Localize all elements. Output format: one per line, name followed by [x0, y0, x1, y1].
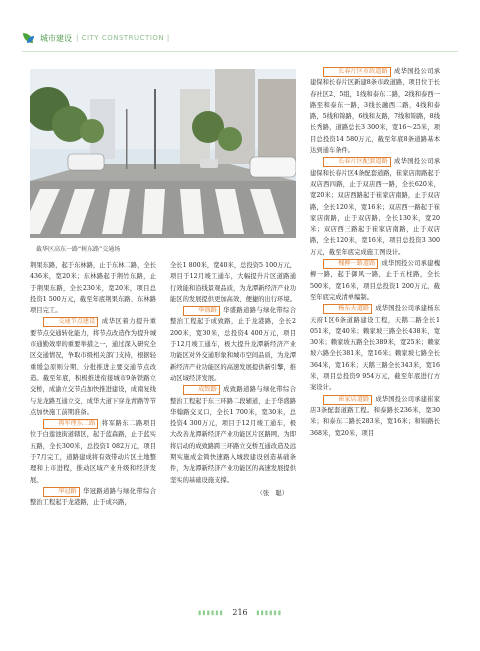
- street-photo: [30, 69, 296, 238]
- column-1: [30, 260, 156, 509]
- col3-tag-3: 槐柳一路道路: [323, 259, 379, 269]
- author-credit: （张 聪）: [256, 489, 288, 497]
- col3-tag-5: 崔家店道路: [323, 395, 373, 405]
- col2-block-2: [170, 384, 296, 486]
- col3-tag-1: 长春片区市政道路: [323, 67, 391, 77]
- footer-bars-right: ▮▮▮▮▮▮: [256, 609, 282, 617]
- col3-text-4: 成华国投公司承建杨东天府1区6条道路建设工程，天鹅二路全长1 051米，宽40米；赖家坡三路全长438米，宽30米；赖家坡五路全长389米，宽25米；赖家坡六路全长381米，宽16米；赖家坡七路全长364米，宽16米；天鹅三路全长343米，宽16米，项目总投资9 954万元，截至年底进行方案设计。: [310, 305, 440, 392]
- col1-block-3: [30, 486, 156, 509]
- col1-tag-1: 交通节点建设: [43, 317, 99, 327]
- col3-block-4: [310, 303, 440, 393]
- col3-text-1: 成华国投公司承建保和长春片区新建8条市政道路，项目位于长春社区2、5组，1线和泰东二路，2线和泰西一路至和泰东一路，3线长融西二路，4线和泰路，5线和锦路，6线和友路，7线和锦路，8线长秀路，道路总长3 300米，宽16～25米，项目总投资14 580万元，截至年底8条道路基本达到通车条件。: [310, 68, 440, 155]
- col3-tag-2: 长春片区配套道路: [323, 157, 391, 167]
- col2-text-1: 华盛路道路与绿化带综合整治工程起于成致路，止于龙港路，全长2 200米，宽30米，总投资4 400万元，项目于12月竣工通车，极大提升龙潭新经济产业功能区对外交通形象和城市空间品质，为龙潭新经济产业功能区的高速发展提供新引擎，推动区域经济发展。: [170, 307, 296, 382]
- running-header: [22, 30, 170, 46]
- col1-text-3: 华冠路道路与绿化带综合整治工程起于龙港路，止于成兴路，: [30, 487, 156, 507]
- col2-block-1: [170, 305, 296, 384]
- col3-tag-4: 杨东天道路: [323, 304, 373, 314]
- page-number: 216: [232, 608, 248, 617]
- col3-block-5: [310, 394, 440, 439]
- col1-text-1: 成华区着力提升重要节点交通转化能力，将节点改造作为提升城市通勤效率的重要举措之一，通过深入研究全区交通情况，争取市级相关部门支持，根据轻重缓急原则分期、分批推进主要交通节点改造。截至年底，积极推进衔接城市9条铁路立交桥，成渝立交节点加快推进建设，成南复线与龙龙路互通立交、成华大道下穿龙青路等节点加快施工前期准备。: [30, 318, 156, 416]
- col3-text-2: 成华国投公司承建保和长春片区4条配套道路，崔家店南路起于双店西四路，止于双店西一路，全长620米，宽20米；双店西路起于崔家店南路，止于双店路，全长120米，宽16米；双店西一路起于崔家店南路，止于双店路，全长130米，宽20米；双店西三路起于崔家店南路，止于双店路，全长120米，宽16米，项目总投资3 300万元，截至年底完成施工图设计。: [310, 158, 440, 256]
- col2-tag-2: 成致路: [183, 385, 220, 395]
- col1-tag-3: 华冠路: [43, 487, 80, 497]
- photo-caption: 截华区高东一路“树东路”交通场: [36, 246, 121, 253]
- col3-block-1: [310, 66, 440, 156]
- section-title-en: | CITY CONSTRUCTION |: [76, 34, 170, 42]
- column-3: [310, 66, 440, 439]
- col2-intro: 全长1 800米，宽40米，总投资5 100万元，项目于12月竣工通车，大幅提升片区道路通行效能和沿线景观品质，为龙潭新经济产业功能区的发展提供更加高效、便捷的出行环境。: [170, 262, 296, 303]
- col1-intro: 荆果东路，起于东林路，止于东林二路，全长436米，宽20米；东林路起于荆竹东路，止于荆果东路，全长230米，宽20米，项目总投资1 500万元，截至年底荆果东路、东林路项目完工。: [30, 262, 156, 315]
- header-divider: [22, 51, 458, 52]
- col1-text-2: 将军路东二路项目位于白莲池街道辖区，起于蓝森路，止于蓝实五路，全长300米，总投资1 082万元，项目于7月完工，道路建成将有效带动片区土地整理和上市进程，推动区域产业升级和经济发展。: [30, 420, 156, 484]
- column-2: [170, 260, 296, 499]
- page-footer: [0, 608, 480, 617]
- col2-tag-1: 华盛路: [183, 306, 220, 316]
- col1-block-2: [30, 418, 156, 486]
- footer-bars-left: ▮▮▮▮▮▮: [198, 609, 224, 617]
- leaf-logo-icon: [22, 31, 36, 45]
- col3-text-3: 成华国投公司承建槐柳一路，起于御风一路，止于五柱路，全长500米，宽16米，项目总投资1 200万元，截至年底完成清单编制。: [310, 260, 440, 301]
- col1-tag-2: 再军理东二路: [43, 419, 99, 429]
- col3-block-3: [310, 258, 440, 303]
- col3-text-5: 成华国投公司承建崔家店3条配套道路工程。和泰路长236米，宽30米；和泰东二路长283米，宽16米；和锦路长368米，宽20米，项目: [310, 395, 440, 437]
- col1-block-1: [30, 316, 156, 418]
- col2-text-2: 成致路道路与绿化带综合整治工程起于东三环路二段辅道，止于华盛路华翰路交叉口，全长1 700米，宽30米，总投资4 300万元，项目于12月竣工通车，极大改善龙潭新经济产业功能区片区路网，为即将启动的成致路跨三环路立交桥互通改造及远期实施成金简快速路入城段建设创造基础条件，为龙潭新经济产业功能区的高速发展提供坚实的基础设施支撑。: [170, 386, 296, 484]
- section-title: 城市建设: [40, 33, 72, 43]
- col3-block-2: [310, 156, 440, 258]
